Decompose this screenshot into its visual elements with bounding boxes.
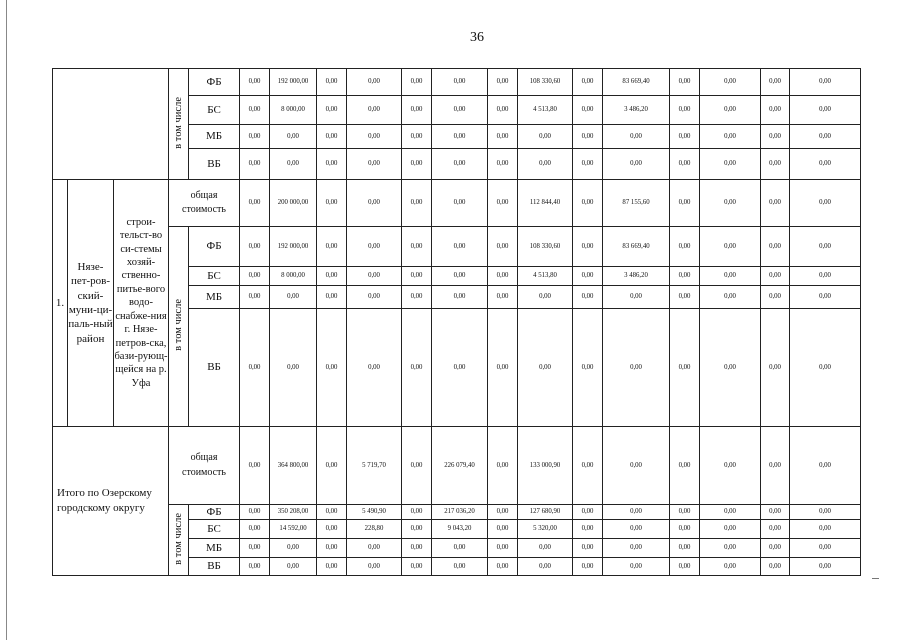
- value-cell: 0,00: [432, 227, 488, 267]
- source-bs: БС: [189, 96, 240, 125]
- value-cell: 0,00: [270, 558, 317, 576]
- value-cell: 0,00: [603, 427, 670, 505]
- value-cell: 0,00: [240, 267, 270, 286]
- source-vb: ВБ: [189, 558, 240, 576]
- value-cell: 0,00: [432, 267, 488, 286]
- value-cell: 0,00: [700, 149, 761, 180]
- value-cell: 0,00: [518, 149, 573, 180]
- source-fb: ФБ: [189, 227, 240, 267]
- value-cell: 0,00: [240, 539, 270, 558]
- v-tom-chisle-label: в том числе: [172, 96, 184, 149]
- budget-table: [52, 68, 861, 576]
- value-cell: 0,00: [488, 180, 518, 227]
- value-cell: 5 490,90: [347, 505, 402, 520]
- value-cell: 0,00: [573, 505, 603, 520]
- value-cell: 0,00: [603, 149, 670, 180]
- value-cell: 0,00: [700, 539, 761, 558]
- value-cell: 0,00: [240, 149, 270, 180]
- value-cell: 0,00: [317, 539, 347, 558]
- source-mb: МБ: [189, 125, 240, 149]
- source-fb: ФБ: [189, 69, 240, 96]
- value-cell: 0,00: [402, 227, 432, 267]
- value-cell: 0,00: [573, 96, 603, 125]
- value-cell: 0,00: [670, 180, 700, 227]
- value-cell: 0,00: [670, 69, 700, 96]
- value-cell: 350 208,00: [270, 505, 317, 520]
- page-number: 36: [470, 30, 484, 45]
- value-cell: 0,00: [670, 427, 700, 505]
- value-cell: 0,00: [603, 505, 670, 520]
- value-cell: 0,00: [670, 227, 700, 267]
- value-cell: 0,00: [761, 149, 790, 180]
- value-cell: 0,00: [347, 180, 402, 227]
- value-cell: 83 669,40: [603, 69, 670, 96]
- value-cell: 0,00: [317, 69, 347, 96]
- value-cell: 0,00: [240, 558, 270, 576]
- source-mb: МБ: [189, 286, 240, 309]
- value-cell: 0,00: [432, 125, 488, 149]
- value-cell: 0,00: [240, 520, 270, 539]
- page-edge-mark: [872, 578, 879, 579]
- value-cell: 0,00: [670, 539, 700, 558]
- value-cell: 0,00: [790, 227, 861, 267]
- source-bs: БС: [189, 520, 240, 539]
- value-cell: 0,00: [573, 309, 603, 427]
- value-cell: 0,00: [488, 520, 518, 539]
- value-cell: 0,00: [573, 125, 603, 149]
- value-cell: 0,00: [700, 505, 761, 520]
- object-name: строи-тельст-во си-стемы хозяй-ственно-питье-вого водо-снабже-ния г. Нязе-петров-ска, бази-рующ-щейся на р. Уфа: [114, 180, 169, 427]
- value-cell: 0,00: [700, 69, 761, 96]
- table-row: [53, 427, 861, 505]
- value-cell: 87 155,60: [603, 180, 670, 227]
- value-cell: 0,00: [402, 309, 432, 427]
- value-cell: 0,00: [347, 558, 402, 576]
- value-cell: 0,00: [790, 427, 861, 505]
- value-cell: 0,00: [790, 309, 861, 427]
- table-row: [53, 505, 861, 520]
- value-cell: 0,00: [240, 125, 270, 149]
- value-cell: 0,00: [790, 539, 861, 558]
- v-tom-chisle-label: в том числе: [172, 299, 184, 352]
- value-cell: 0,00: [670, 286, 700, 309]
- value-cell: 0,00: [488, 125, 518, 149]
- value-cell: 0,00: [670, 520, 700, 539]
- value-cell: 0,00: [347, 267, 402, 286]
- value-cell: 0,00: [761, 520, 790, 539]
- value-cell: 0,00: [240, 227, 270, 267]
- value-cell: 0,00: [488, 558, 518, 576]
- value-cell: 0,00: [432, 286, 488, 309]
- value-cell: 108 330,60: [518, 69, 573, 96]
- value-cell: 0,00: [488, 286, 518, 309]
- value-cell: 0,00: [402, 125, 432, 149]
- value-cell: 8 000,00: [270, 96, 317, 125]
- v-tom-chisle-cell: [169, 69, 189, 180]
- value-cell: 0,00: [573, 267, 603, 286]
- source-bs: БС: [189, 267, 240, 286]
- value-cell: 0,00: [270, 309, 317, 427]
- v-tom-chisle-cell: [169, 505, 189, 576]
- table-row: [53, 69, 861, 96]
- value-cell: 0,00: [603, 558, 670, 576]
- value-cell: 0,00: [347, 149, 402, 180]
- value-cell: 0,00: [347, 227, 402, 267]
- value-cell: 0,00: [790, 286, 861, 309]
- value-cell: 0,00: [518, 539, 573, 558]
- value-cell: 217 036,20: [432, 505, 488, 520]
- table-row: [53, 227, 861, 267]
- value-cell: 0,00: [790, 180, 861, 227]
- value-cell: 5 320,00: [518, 520, 573, 539]
- value-cell: 0,00: [700, 558, 761, 576]
- value-cell: 9 043,20: [432, 520, 488, 539]
- value-cell: 0,00: [761, 427, 790, 505]
- value-cell: 0,00: [488, 267, 518, 286]
- value-cell: 0,00: [432, 539, 488, 558]
- value-cell: 0,00: [488, 149, 518, 180]
- value-cell: 0,00: [347, 125, 402, 149]
- value-cell: 0,00: [347, 539, 402, 558]
- value-cell: 0,00: [790, 149, 861, 180]
- value-cell: 0,00: [603, 520, 670, 539]
- empty-header-cell: [53, 69, 169, 180]
- value-cell: 0,00: [573, 286, 603, 309]
- value-cell: 0,00: [402, 69, 432, 96]
- value-cell: 0,00: [761, 309, 790, 427]
- value-cell: 0,00: [790, 125, 861, 149]
- value-cell: 0,00: [761, 96, 790, 125]
- value-cell: 0,00: [270, 125, 317, 149]
- block2: [53, 180, 861, 427]
- value-cell: 0,00: [670, 309, 700, 427]
- value-cell: 0,00: [518, 558, 573, 576]
- value-cell: 0,00: [317, 309, 347, 427]
- value-cell: 0,00: [488, 96, 518, 125]
- value-cell: 0,00: [790, 558, 861, 576]
- value-cell: 0,00: [402, 267, 432, 286]
- value-cell: 0,00: [432, 558, 488, 576]
- total-cost-label: общая стоимость: [169, 427, 240, 505]
- value-cell: 0,00: [317, 427, 347, 505]
- value-cell: 0,00: [432, 309, 488, 427]
- value-cell: 0,00: [240, 180, 270, 227]
- value-cell: 0,00: [240, 69, 270, 96]
- value-cell: 0,00: [603, 309, 670, 427]
- value-cell: 0,00: [761, 539, 790, 558]
- value-cell: 0,00: [603, 539, 670, 558]
- value-cell: 0,00: [317, 149, 347, 180]
- value-cell: 0,00: [573, 149, 603, 180]
- value-cell: 0,00: [700, 309, 761, 427]
- value-cell: 0,00: [317, 125, 347, 149]
- value-cell: 200 000,00: [270, 180, 317, 227]
- value-cell: 14 592,00: [270, 520, 317, 539]
- value-cell: 0,00: [240, 96, 270, 125]
- value-cell: 0,00: [402, 149, 432, 180]
- block1: [53, 69, 861, 180]
- value-cell: 0,00: [270, 286, 317, 309]
- value-cell: 0,00: [761, 69, 790, 96]
- value-cell: 0,00: [700, 96, 761, 125]
- value-cell: 3 486,20: [603, 96, 670, 125]
- value-cell: 0,00: [402, 539, 432, 558]
- source-mb: МБ: [189, 539, 240, 558]
- value-cell: 0,00: [573, 180, 603, 227]
- source-vb: ВБ: [189, 309, 240, 427]
- value-cell: 0,00: [573, 427, 603, 505]
- value-cell: 0,00: [488, 69, 518, 96]
- value-cell: 0,00: [700, 227, 761, 267]
- value-cell: 0,00: [402, 180, 432, 227]
- value-cell: 0,00: [402, 286, 432, 309]
- value-cell: 0,00: [317, 286, 347, 309]
- value-cell: 0,00: [700, 125, 761, 149]
- v-tom-chisle-label: в том числе: [172, 512, 184, 565]
- value-cell: 0,00: [790, 520, 861, 539]
- value-cell: 0,00: [670, 505, 700, 520]
- value-cell: 0,00: [761, 125, 790, 149]
- value-cell: 0,00: [402, 427, 432, 505]
- value-cell: 0,00: [603, 286, 670, 309]
- value-cell: 364 800,00: [270, 427, 317, 505]
- source-vb: ВБ: [189, 149, 240, 180]
- value-cell: 0,00: [488, 539, 518, 558]
- value-cell: 0,00: [270, 149, 317, 180]
- value-cell: 0,00: [317, 558, 347, 576]
- value-cell: 0,00: [790, 69, 861, 96]
- value-cell: 0,00: [573, 520, 603, 539]
- value-cell: 192 000,00: [270, 69, 317, 96]
- value-cell: 3 486,20: [603, 267, 670, 286]
- value-cell: 0,00: [402, 520, 432, 539]
- value-cell: 127 680,90: [518, 505, 573, 520]
- value-cell: 0,00: [518, 125, 573, 149]
- value-cell: 0,00: [761, 286, 790, 309]
- value-cell: 0,00: [761, 180, 790, 227]
- value-cell: 0,00: [670, 267, 700, 286]
- value-cell: 0,00: [761, 558, 790, 576]
- value-cell: 0,00: [270, 539, 317, 558]
- value-cell: 112 844,40: [518, 180, 573, 227]
- value-cell: 0,00: [573, 227, 603, 267]
- value-cell: 0,00: [402, 96, 432, 125]
- value-cell: 0,00: [432, 180, 488, 227]
- value-cell: 0,00: [700, 267, 761, 286]
- value-cell: 0,00: [240, 286, 270, 309]
- value-cell: 0,00: [432, 149, 488, 180]
- value-cell: 0,00: [488, 227, 518, 267]
- region-name: Нязе-пет-ров-ский-муни-ци-паль-ный район: [68, 180, 114, 427]
- value-cell: 0,00: [347, 286, 402, 309]
- value-cell: 0,00: [432, 69, 488, 96]
- value-cell: 0,00: [240, 309, 270, 427]
- value-cell: 0,00: [700, 427, 761, 505]
- value-cell: 0,00: [761, 505, 790, 520]
- value-cell: 0,00: [240, 505, 270, 520]
- value-cell: 0,00: [670, 558, 700, 576]
- value-cell: 0,00: [317, 267, 347, 286]
- table-row: [53, 180, 861, 227]
- value-cell: 0,00: [488, 427, 518, 505]
- value-cell: 0,00: [573, 539, 603, 558]
- value-cell: 226 079,40: [432, 427, 488, 505]
- value-cell: 0,00: [317, 96, 347, 125]
- value-cell: 0,00: [700, 180, 761, 227]
- value-cell: 228,80: [347, 520, 402, 539]
- value-cell: 133 000,90: [518, 427, 573, 505]
- value-cell: 0,00: [432, 96, 488, 125]
- value-cell: 8 000,00: [270, 267, 317, 286]
- value-cell: 0,00: [488, 505, 518, 520]
- value-cell: 83 669,40: [603, 227, 670, 267]
- value-cell: 0,00: [670, 125, 700, 149]
- value-cell: 0,00: [573, 69, 603, 96]
- value-cell: 0,00: [761, 227, 790, 267]
- value-cell: 0,00: [761, 267, 790, 286]
- block3: [53, 427, 861, 576]
- value-cell: 0,00: [670, 149, 700, 180]
- value-cell: 0,00: [488, 309, 518, 427]
- value-cell: 0,00: [317, 227, 347, 267]
- value-cell: 0,00: [790, 267, 861, 286]
- value-cell: 108 330,60: [518, 227, 573, 267]
- value-cell: 0,00: [670, 96, 700, 125]
- value-cell: 0,00: [573, 558, 603, 576]
- value-cell: 0,00: [347, 69, 402, 96]
- page-margin-line: [6, 0, 7, 640]
- value-cell: 0,00: [603, 125, 670, 149]
- value-cell: 0,00: [518, 286, 573, 309]
- value-cell: 0,00: [518, 309, 573, 427]
- value-cell: 192 000,00: [270, 227, 317, 267]
- value-cell: 0,00: [317, 180, 347, 227]
- value-cell: 0,00: [700, 520, 761, 539]
- value-cell: 4 513,80: [518, 267, 573, 286]
- value-cell: 0,00: [700, 286, 761, 309]
- source-fb: ФБ: [189, 505, 240, 520]
- value-cell: 0,00: [402, 505, 432, 520]
- v-tom-chisle-cell: [169, 227, 189, 427]
- row-number: 1.: [53, 180, 68, 427]
- value-cell: 0,00: [790, 96, 861, 125]
- value-cell: 0,00: [317, 520, 347, 539]
- value-cell: 4 513,80: [518, 96, 573, 125]
- value-cell: 0,00: [402, 558, 432, 576]
- value-cell: 5 719,70: [347, 427, 402, 505]
- value-cell: 0,00: [317, 505, 347, 520]
- total-title: Итого по Озерскому городскому округу: [53, 427, 169, 576]
- value-cell: 0,00: [790, 505, 861, 520]
- value-cell: 0,00: [240, 427, 270, 505]
- total-cost-label: общая стоимость: [169, 180, 240, 227]
- value-cell: 0,00: [347, 309, 402, 427]
- value-cell: 0,00: [347, 96, 402, 125]
